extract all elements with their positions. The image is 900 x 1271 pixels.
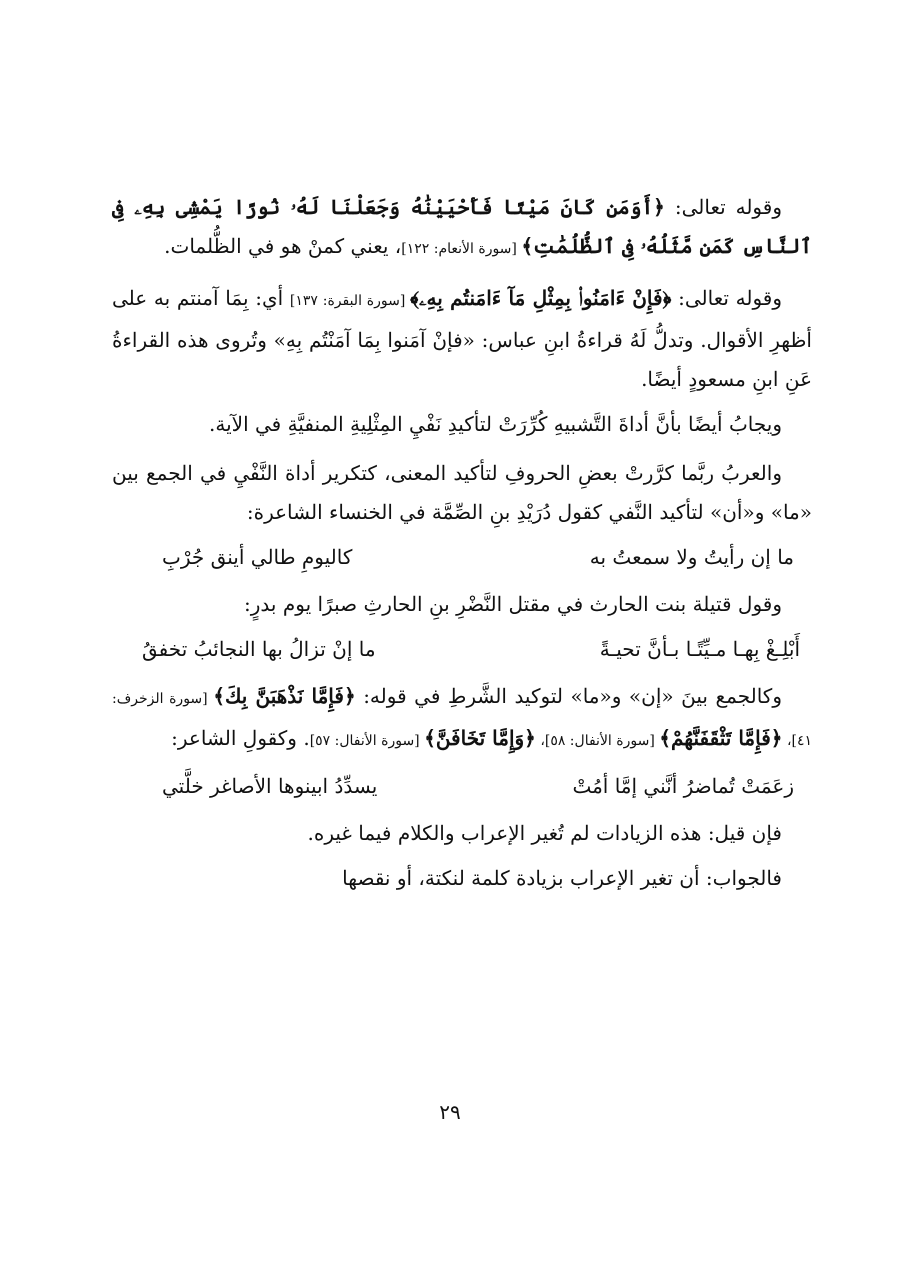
paragraph-1-intro: وقوله تعالى: [664, 195, 782, 219]
paragraph-3: ويجابُ أيضًا بأنَّ أداةَ التَّشبيهِ كُرِّرَتْ لتأكيدِ نَفْيِ المِثْلِيةِ المنفيَّةِ في الآية. [209, 412, 782, 436]
paragraph-5: وقول قتيلة بنت الحارث في مقتل النَّضْرِ بنِ الحارثِ صبرًا يوم بدرٍ: [244, 592, 782, 616]
quran-verse-zukhruf: ﴿فَإِمَّا نَذْهَبَنَّ بِكَ﴾ [213, 684, 356, 708]
poetry-verse-2 [112, 630, 812, 669]
quran-verse-anam: ﴿أَوَمَن كَانَ مَيْتًا فَأَحْيَيْنَٰهُ وَجَعَلْنَا لَهُۥ نُورًا يَمْشِى بِهِۦ فِى ٱلنَّاسِ كَمَن مَّثَلُهُۥ فِى ٱلظُّلُمَٰتِ﴾ [112, 195, 812, 258]
surah-reference-zukhruf: [سورة الزخرف: ٤١]، [112, 691, 812, 749]
verse-3-first-hemistich: زعَمَتْ تُماضرُ أنَّني إمَّا أمُتْ [572, 774, 794, 798]
quran-verse-anfal-58: ﴿فَإِمَّا تَثْقَفَنَّهُمْ﴾ [659, 726, 783, 750]
surah-reference-anfal-58: [سورة الأنفال: ٥٨]، [535, 733, 660, 749]
poetry-verse-3 [112, 767, 812, 806]
verse-1-first-hemistich: ما إن رأيتُ ولا سمعتُ به [589, 545, 794, 569]
paragraph-6 [112, 677, 812, 761]
paragraph-6-intro: وكالجمع بينَ «إن» و«ما» لتوكيد الشَّرطِ في قوله: [355, 684, 782, 708]
poetry-verse-1 [112, 538, 812, 577]
paragraph-1-rest: ، يعني كمنْ هو في الظُّلمات. [164, 234, 402, 258]
paragraph-1 [112, 188, 812, 269]
quran-verse-baqara: ﴿فَإِنْ ءَامَنُوا۟ بِمِثْلِ مَآ ءَامَنتُم بِهِۦ﴾ [410, 286, 672, 310]
paragraph-7: فإن قيل: هذه الزيادات لم تُغير الإعراب والكلام فيما غيره. [307, 821, 782, 845]
surah-reference-anam: [سورة الأنعام: ١٢٢] [401, 241, 522, 257]
verse-2-first-hemistich: أَبْلِـغْ بِهـا مـيِّتًـا بـأنَّ تحيـةً [599, 637, 800, 661]
page-body [112, 188, 812, 904]
verse-2-second-hemistich: ما إنْ تزالُ بها النجائبُ تخفقُ [142, 637, 376, 661]
paragraph-4: والعربُ ربَّما كرَّرتْ بعضِ الحروفِ لتأكيد المعنى، كتكرير أداة النَّفْيِ في الجمع بين «ما» و«أن» لتأكيد النَّفي كقول دُرَيْدِ بنِ الصِّمَّة في الخنساء الشاعرة: [112, 461, 812, 524]
paragraph-8: فالجواب: أن تغير الإعراب بزيادة كلمة لنكتة، أو نقصها [342, 866, 782, 890]
verse-3-second-hemistich: يسدِّدُ ابينوها الأصاغر خلَّتي [162, 774, 378, 798]
paragraph-2 [112, 279, 812, 399]
page-number: ٢٩ [439, 1100, 461, 1124]
surah-reference-baqara: [سورة البقرة: ١٣٧] [289, 293, 411, 309]
surah-reference-anfal-57: [سورة الأنفال: ٥٧] [309, 733, 425, 749]
quran-verse-anfal-57: ﴿وَإِمَّا تَخَافَنَّ﴾ [424, 726, 536, 750]
paragraph-2-rest: أي: بِمَا آمنتم به على أظهرِ الأقوال. وتدلُّ لَهُ قراءةُ ابنِ عباس: «فإنْ آمَنوا بِمَا آمَنْتُم بِهِ» وتُروى هذه القراءةُ عَنِ ابنِ مسعودٍ أيضًا. [112, 286, 812, 391]
verse-1-second-hemistich: كاليومِ طالي أينق جُرْبِ [162, 545, 353, 569]
paragraph-2-intro: وقوله تعالى: [671, 286, 783, 310]
paragraph-6-rest: . وكقولِ الشاعر: [171, 726, 310, 750]
